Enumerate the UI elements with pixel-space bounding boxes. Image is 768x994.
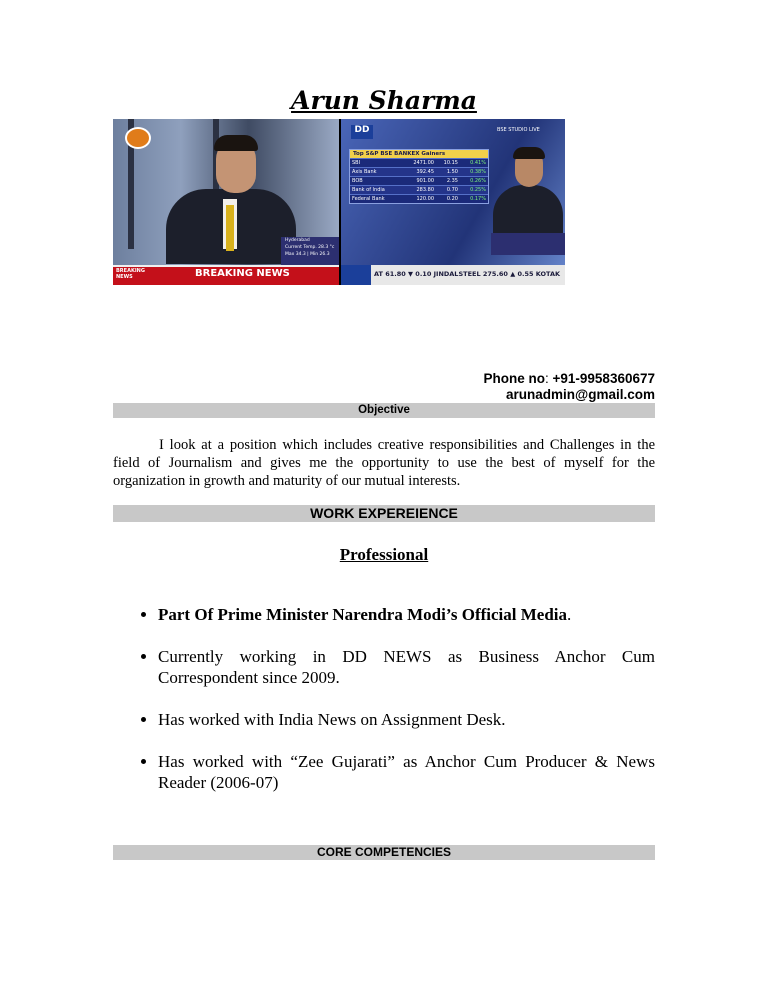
list-item: • Has worked with India News on Assignment Desk. <box>158 709 655 730</box>
weather-city: Hyderabad <box>285 238 310 243</box>
list-item: • Has worked with “Zee Gujarati” as Anchor Cum Producer & News Reader (2006-07) <box>158 751 655 793</box>
stock-price: 2471.00 <box>413 160 434 166</box>
core-competencies-header: CORE COMPETENCIES <box>113 845 655 860</box>
stock-percent: 0.26% <box>470 178 486 184</box>
stock-change: 2.35 <box>446 178 458 184</box>
stock-percent: 0.41% <box>470 160 486 166</box>
stock-percent: 0.17% <box>470 196 486 202</box>
candidate-name: Arun Sharma <box>291 86 477 115</box>
stock-price: 901.00 <box>416 178 434 184</box>
news-anchor-photos <box>113 119 565 285</box>
stock-ticker: AT 61.80 ▼ 0.10 JINDALSTEEL 275.60 ▲ 0.55 KOTAK <box>374 270 561 278</box>
weather-range: Max 34.3 | Min 26.3 <box>285 252 330 257</box>
experience-list <box>113 604 655 814</box>
objective-text: I look at a position which includes creative responsibilities and Challenges in the field of Journalism and gives me the opportunity to use the best of myself for the organization in growth and maturity of our mutual interests. <box>113 437 655 489</box>
weather-temp: Current Temp. 28.3 °c <box>285 245 335 250</box>
business-studio-photo <box>341 119 565 285</box>
stock-row <box>350 167 488 176</box>
studio-label: BSE STUDIO LIVE <box>497 127 540 133</box>
breaking-badge: BREAKING NEWS <box>116 268 145 280</box>
list-item: • Part Of Prime Minister Narendra Modi’s Official Media. <box>158 604 655 625</box>
stock-change: 10.15 <box>443 160 458 166</box>
stock-name: Federal Bank <box>352 196 385 202</box>
breaking-news-ticker: BREAKING NEWS <box>195 268 290 279</box>
stock-row <box>350 185 488 194</box>
stock-gainers-table <box>349 149 489 204</box>
stock-percent: 0.25% <box>470 187 486 193</box>
table-title: Top S&P BSE BANKEX Gainers <box>350 150 488 158</box>
phone-number: +91-9958360677 <box>552 371 655 386</box>
stock-name: Axis Bank <box>352 169 377 175</box>
professional-heading: Professional <box>339 545 429 564</box>
dd-logo: DD <box>351 125 373 139</box>
work-experience-header: WORK EXPEREIENCE <box>113 505 655 522</box>
stock-change: 0.70 <box>446 187 458 193</box>
stock-name: Bank of India <box>352 187 385 193</box>
stock-price: 392.45 <box>416 169 434 175</box>
stock-row <box>350 158 488 167</box>
stock-change: 0.20 <box>446 196 458 202</box>
email-address: arunadmin@gmail.com <box>506 387 655 402</box>
stock-name: SBI <box>352 160 361 166</box>
phone-line: Phone no: +91-9958360677 <box>483 371 655 386</box>
phone-label: Phone no <box>483 371 545 386</box>
stock-price: 120.00 <box>416 196 434 202</box>
stock-price: 283.80 <box>416 187 434 193</box>
objective-header: Objective <box>113 403 655 418</box>
list-item: • Currently working in DD NEWS as Business Anchor Cum Correspondent since 2009. <box>158 646 655 688</box>
stock-change: 1.50 <box>446 169 458 175</box>
stock-name: BOB <box>352 178 363 184</box>
breaking-news-photo <box>113 119 339 285</box>
stock-row <box>350 194 488 203</box>
stock-row <box>350 176 488 185</box>
stock-percent: 0.38% <box>470 169 486 175</box>
channel-logo-icon <box>125 127 151 149</box>
